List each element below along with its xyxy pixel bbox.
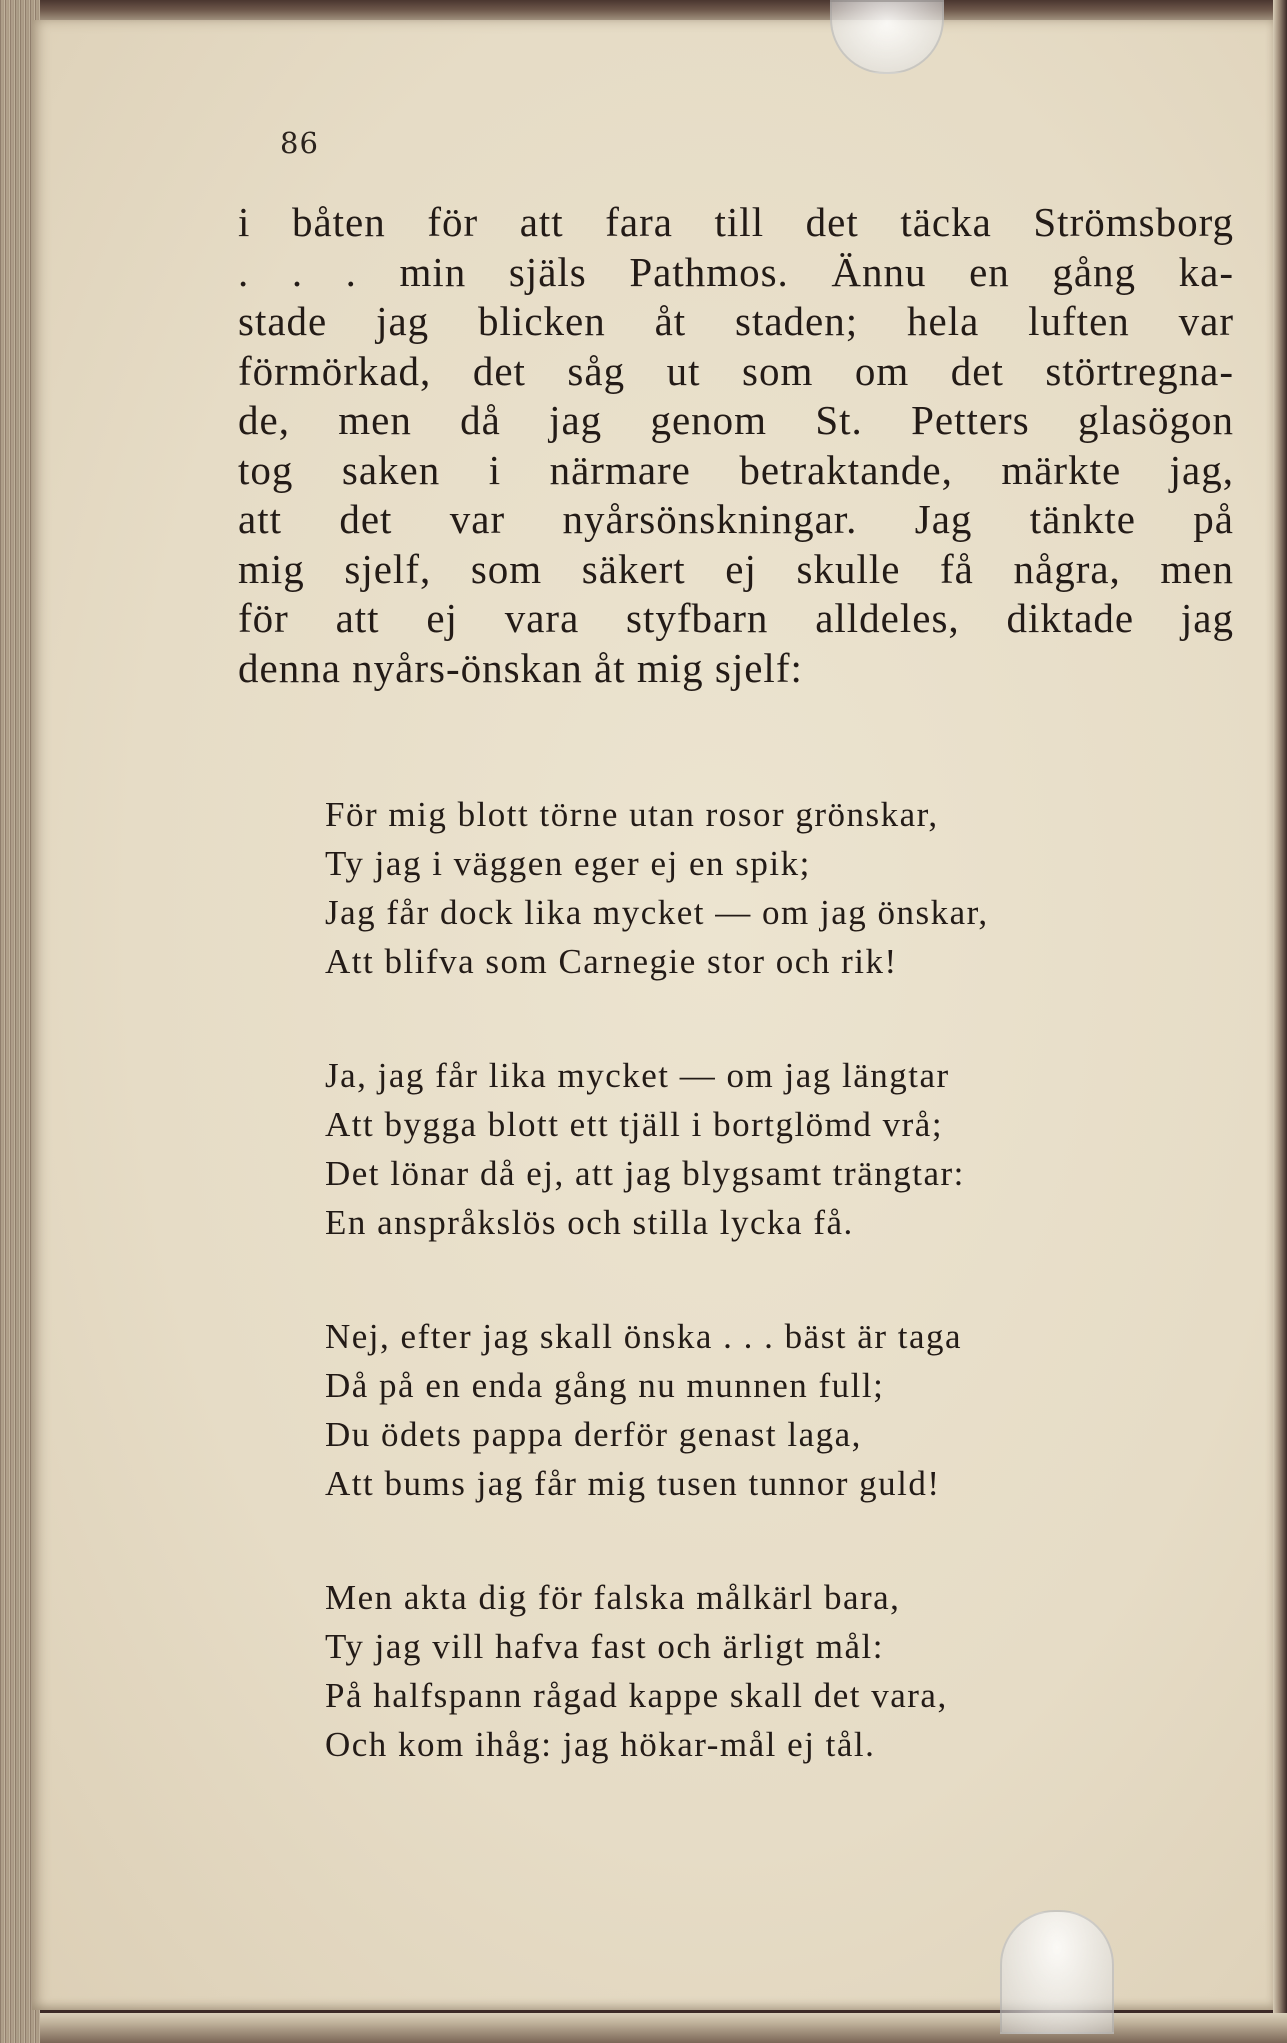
prose-line: att det var nyårsönskningar. Jag tänkte på (238, 496, 1234, 542)
verse-line: Jag får dock lika mycket — om jag önskar, (325, 893, 989, 932)
verse-line: Ja, jag får lika mycket — om jag längtar (325, 1056, 950, 1095)
verse-line: Att bums jag får mig tusen tunnor guld! (325, 1464, 941, 1503)
prose-line: . . . min själs Pathmos. Ännu en gång ka- (238, 248, 1234, 295)
poem-stanza (325, 1312, 989, 1508)
verse-line: För mig blott törne utan rosor grönskar, (325, 795, 939, 834)
prose-line: för att ej vara styfbarn alldeles, diktade jag (238, 595, 1234, 641)
prose-line: tog saken i närmare betraktande, märkte jag, (238, 446, 1234, 493)
verse-line: Att bygga blott ett tjäll i bortglömd vrå; (325, 1105, 944, 1144)
poem-stanza (325, 790, 989, 986)
poem (325, 790, 989, 1834)
book-cover-top (40, 0, 1287, 22)
prose-line: stade jag blicken åt staden; hela luften var (238, 298, 1234, 344)
prose-line: förmörkad, det såg ut som om det störtregna- (238, 347, 1234, 394)
verse-line: Det lönar då ej, att jag blygsamt trängtar: (325, 1154, 965, 1193)
book-cover-right (1273, 0, 1287, 2043)
prose-paragraph (238, 198, 1234, 693)
page-number: 86 (280, 126, 319, 160)
prose-line: mig sjelf, som säkert ej skulle få några, men (238, 545, 1234, 592)
page-holder-clip (1000, 1910, 1114, 2034)
verse-line: En anspråkslös och stilla lycka få. (325, 1203, 854, 1242)
prose-line: denna nyårs-önskan åt mig sjelf: (238, 644, 803, 691)
poem-stanza (325, 1051, 989, 1247)
prose-line: i båten för att fara till det täcka Strömsborg (238, 199, 1234, 245)
verse-line: Och kom ihåg: jag hökar-mål ej tål. (325, 1725, 876, 1764)
prose-line: de, men då jag genom St. Petters glasögon (238, 397, 1234, 443)
verse-line: Ty jag i väggen eger ej en spik; (325, 844, 811, 883)
verse-line: Du ödets pappa derför genast laga, (325, 1415, 862, 1454)
verse-line: Då på en enda gång nu munnen full; (325, 1366, 885, 1405)
verse-line: På halfspann rågad kappe skall det vara, (325, 1676, 948, 1715)
verse-line: Ty jag vill hafva fast och ärligt mål: (325, 1627, 884, 1666)
book-page (32, 20, 1273, 2010)
poem-stanza (325, 1573, 989, 1769)
verse-line: Nej, efter jag skall önska . . . bäst är taga (325, 1317, 963, 1356)
verse-line: Men akta dig för falska målkärl bara, (325, 1578, 901, 1617)
verse-line: Att blifva som Carnegie stor och rik! (325, 942, 898, 981)
